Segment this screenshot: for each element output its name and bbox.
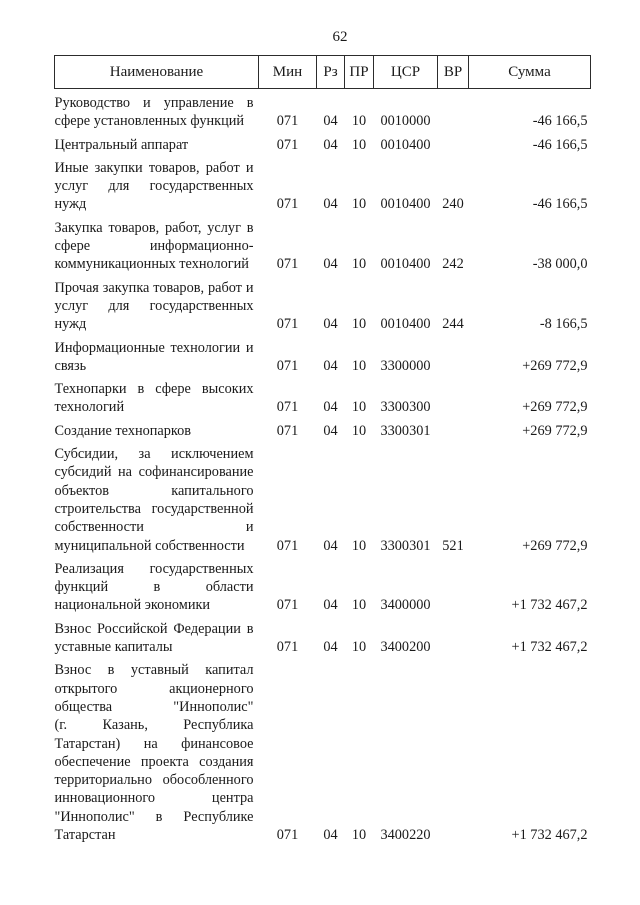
table-row: [55, 89, 591, 131]
row-sum-value: -38 000,0: [532, 256, 588, 273]
row-rz-code: 04: [323, 597, 338, 614]
column-header-min: Мин: [259, 56, 317, 89]
page-number: 62: [332, 29, 348, 45]
row-min-code: 071: [276, 256, 299, 273]
row-rz-code: 04: [323, 196, 338, 213]
row-pr-code: 10: [351, 422, 367, 439]
row-sum-value: +269 772,9: [522, 537, 588, 554]
row-sum-value: +269 772,9: [522, 399, 588, 416]
column-header-sum: Сумма: [469, 56, 591, 89]
row-min-code: 071: [276, 422, 299, 439]
row-tsr-code: 3300301: [380, 537, 431, 554]
row-pr-code: 10: [351, 113, 367, 130]
row-tsr-code: 0010400: [380, 136, 431, 153]
row-rz-code: 04: [323, 399, 338, 416]
row-rz-code: 04: [323, 256, 338, 273]
row-vr-code: 240: [442, 196, 464, 213]
row-name: Создание технопарков: [54, 422, 192, 439]
table-row: [55, 334, 591, 376]
row-pr-code: 10: [351, 316, 367, 333]
row-rz-code: 04: [323, 136, 338, 153]
row-rz-code: 04: [323, 316, 338, 333]
row-pr-code: 10: [351, 136, 367, 153]
row-sum-value: -8 166,5: [539, 316, 588, 333]
row-pr-code: 10: [351, 256, 367, 273]
row-min-code: 071: [276, 196, 299, 213]
row-name: Закупка товаров, работ, услуг в сфере информационно-коммуникационных технологий: [54, 219, 254, 273]
row-name: Взнос в уставный капитал открытого акционерного общества "Иннополис" (г. Казань, Республика Татарстан) на финансовое обеспечение проекта создания территориально обособленного инновационного центра "Иннополис" в Республике Татарстан: [54, 662, 254, 843]
row-min-code: 071: [276, 537, 299, 554]
row-tsr-code: 3300301: [380, 422, 431, 439]
column-header-tsr: ЦСР: [374, 56, 438, 89]
row-vr-code: [438, 417, 469, 440]
table-header: [55, 56, 591, 89]
row-pr-code: 10: [351, 826, 367, 843]
row-vr-code: 521: [442, 537, 464, 554]
row-pr-code: 10: [351, 196, 367, 213]
row-name: Информационные технологии и связь: [54, 339, 254, 374]
row-name: Иные закупки товаров, работ и услуг для государственных нужд: [54, 159, 254, 213]
row-name: Взнос Российской Федерации в уставные капиталы: [54, 620, 254, 656]
table-row: [55, 656, 591, 844]
row-sum-value: -46 166,5: [532, 196, 588, 213]
row-min-code: 071: [276, 357, 299, 374]
row-sum-value: -46 166,5: [532, 113, 588, 130]
row-min-code: 071: [276, 399, 299, 416]
row-tsr-code: 3400220: [380, 826, 431, 843]
row-vr-code: [438, 131, 469, 154]
row-tsr-code: 3300300: [380, 399, 431, 416]
table-row: [55, 131, 591, 154]
row-rz-code: 04: [323, 422, 338, 439]
table-body: [55, 89, 591, 845]
row-name: Реализация государственных функций в области национальной экономики: [54, 560, 254, 614]
row-vr-code: 242: [442, 256, 464, 273]
row-sum-value: +269 772,9: [522, 357, 588, 374]
row-vr-code: [438, 89, 469, 131]
row-tsr-code: 0010400: [380, 256, 431, 273]
row-vr-code: 244: [442, 316, 464, 333]
column-header-vr: ВР: [438, 56, 469, 89]
table-row: [55, 555, 591, 615]
row-vr-code: [438, 656, 469, 844]
row-min-code: 071: [276, 316, 299, 333]
row-tsr-code: 3400200: [380, 639, 431, 656]
row-min-code: 071: [276, 826, 299, 843]
row-min-code: 071: [276, 639, 299, 656]
row-pr-code: 10: [351, 399, 367, 416]
row-sum-value: +1 732 467,2: [511, 597, 588, 614]
row-tsr-code: 3400000: [380, 597, 431, 614]
column-header-name: Наименование: [55, 56, 259, 89]
row-vr-code: [438, 555, 469, 615]
row-min-code: 071: [276, 597, 299, 614]
table-row: [55, 440, 591, 555]
column-header-rz: Рз: [317, 56, 345, 89]
row-sum-value: -46 166,5: [532, 136, 588, 153]
row-sum-value: +1 732 467,2: [511, 639, 588, 656]
row-vr-code: [438, 615, 469, 657]
row-vr-code: [438, 375, 469, 417]
row-name: Технопарки в сфере высоких технологий: [54, 381, 254, 416]
row-tsr-code: 0010000: [380, 113, 431, 130]
table-row: [55, 417, 591, 440]
row-pr-code: 10: [351, 537, 367, 554]
row-sum-value: +269 772,9: [522, 422, 588, 439]
row-vr-code: [438, 334, 469, 376]
row-rz-code: 04: [323, 639, 338, 656]
column-header-pr: ПР: [345, 56, 374, 89]
row-name: Центральный аппарат: [54, 136, 189, 153]
row-pr-code: 10: [351, 597, 367, 614]
budget-table: [54, 55, 591, 844]
row-tsr-code: 3300000: [380, 357, 431, 374]
row-sum-value: +1 732 467,2: [511, 826, 588, 843]
row-rz-code: 04: [323, 826, 338, 843]
row-min-code: 071: [276, 136, 299, 153]
header-row: [55, 56, 591, 89]
row-min-code: 071: [276, 113, 299, 130]
table-row: [55, 274, 591, 334]
table-row: [55, 214, 591, 274]
row-rz-code: 04: [323, 357, 338, 374]
row-rz-code: 04: [323, 537, 338, 554]
row-pr-code: 10: [351, 357, 367, 374]
row-name: Прочая закупка товаров, работ и услуг для государственных нужд: [54, 279, 254, 333]
table-row: [55, 154, 591, 214]
row-pr-code: 10: [351, 639, 367, 656]
row-tsr-code: 0010400: [380, 196, 431, 213]
table-row: [55, 375, 591, 417]
row-name: Субсидии, за исключением субсидий на софинансирование объектов капитального строительства государственной собственности и муниципальной собственности: [54, 446, 254, 554]
row-rz-code: 04: [323, 113, 338, 130]
table-row: [55, 615, 591, 657]
row-tsr-code: 0010400: [380, 316, 431, 333]
row-name: Руководство и управление в сфере установленных функций: [54, 95, 254, 130]
